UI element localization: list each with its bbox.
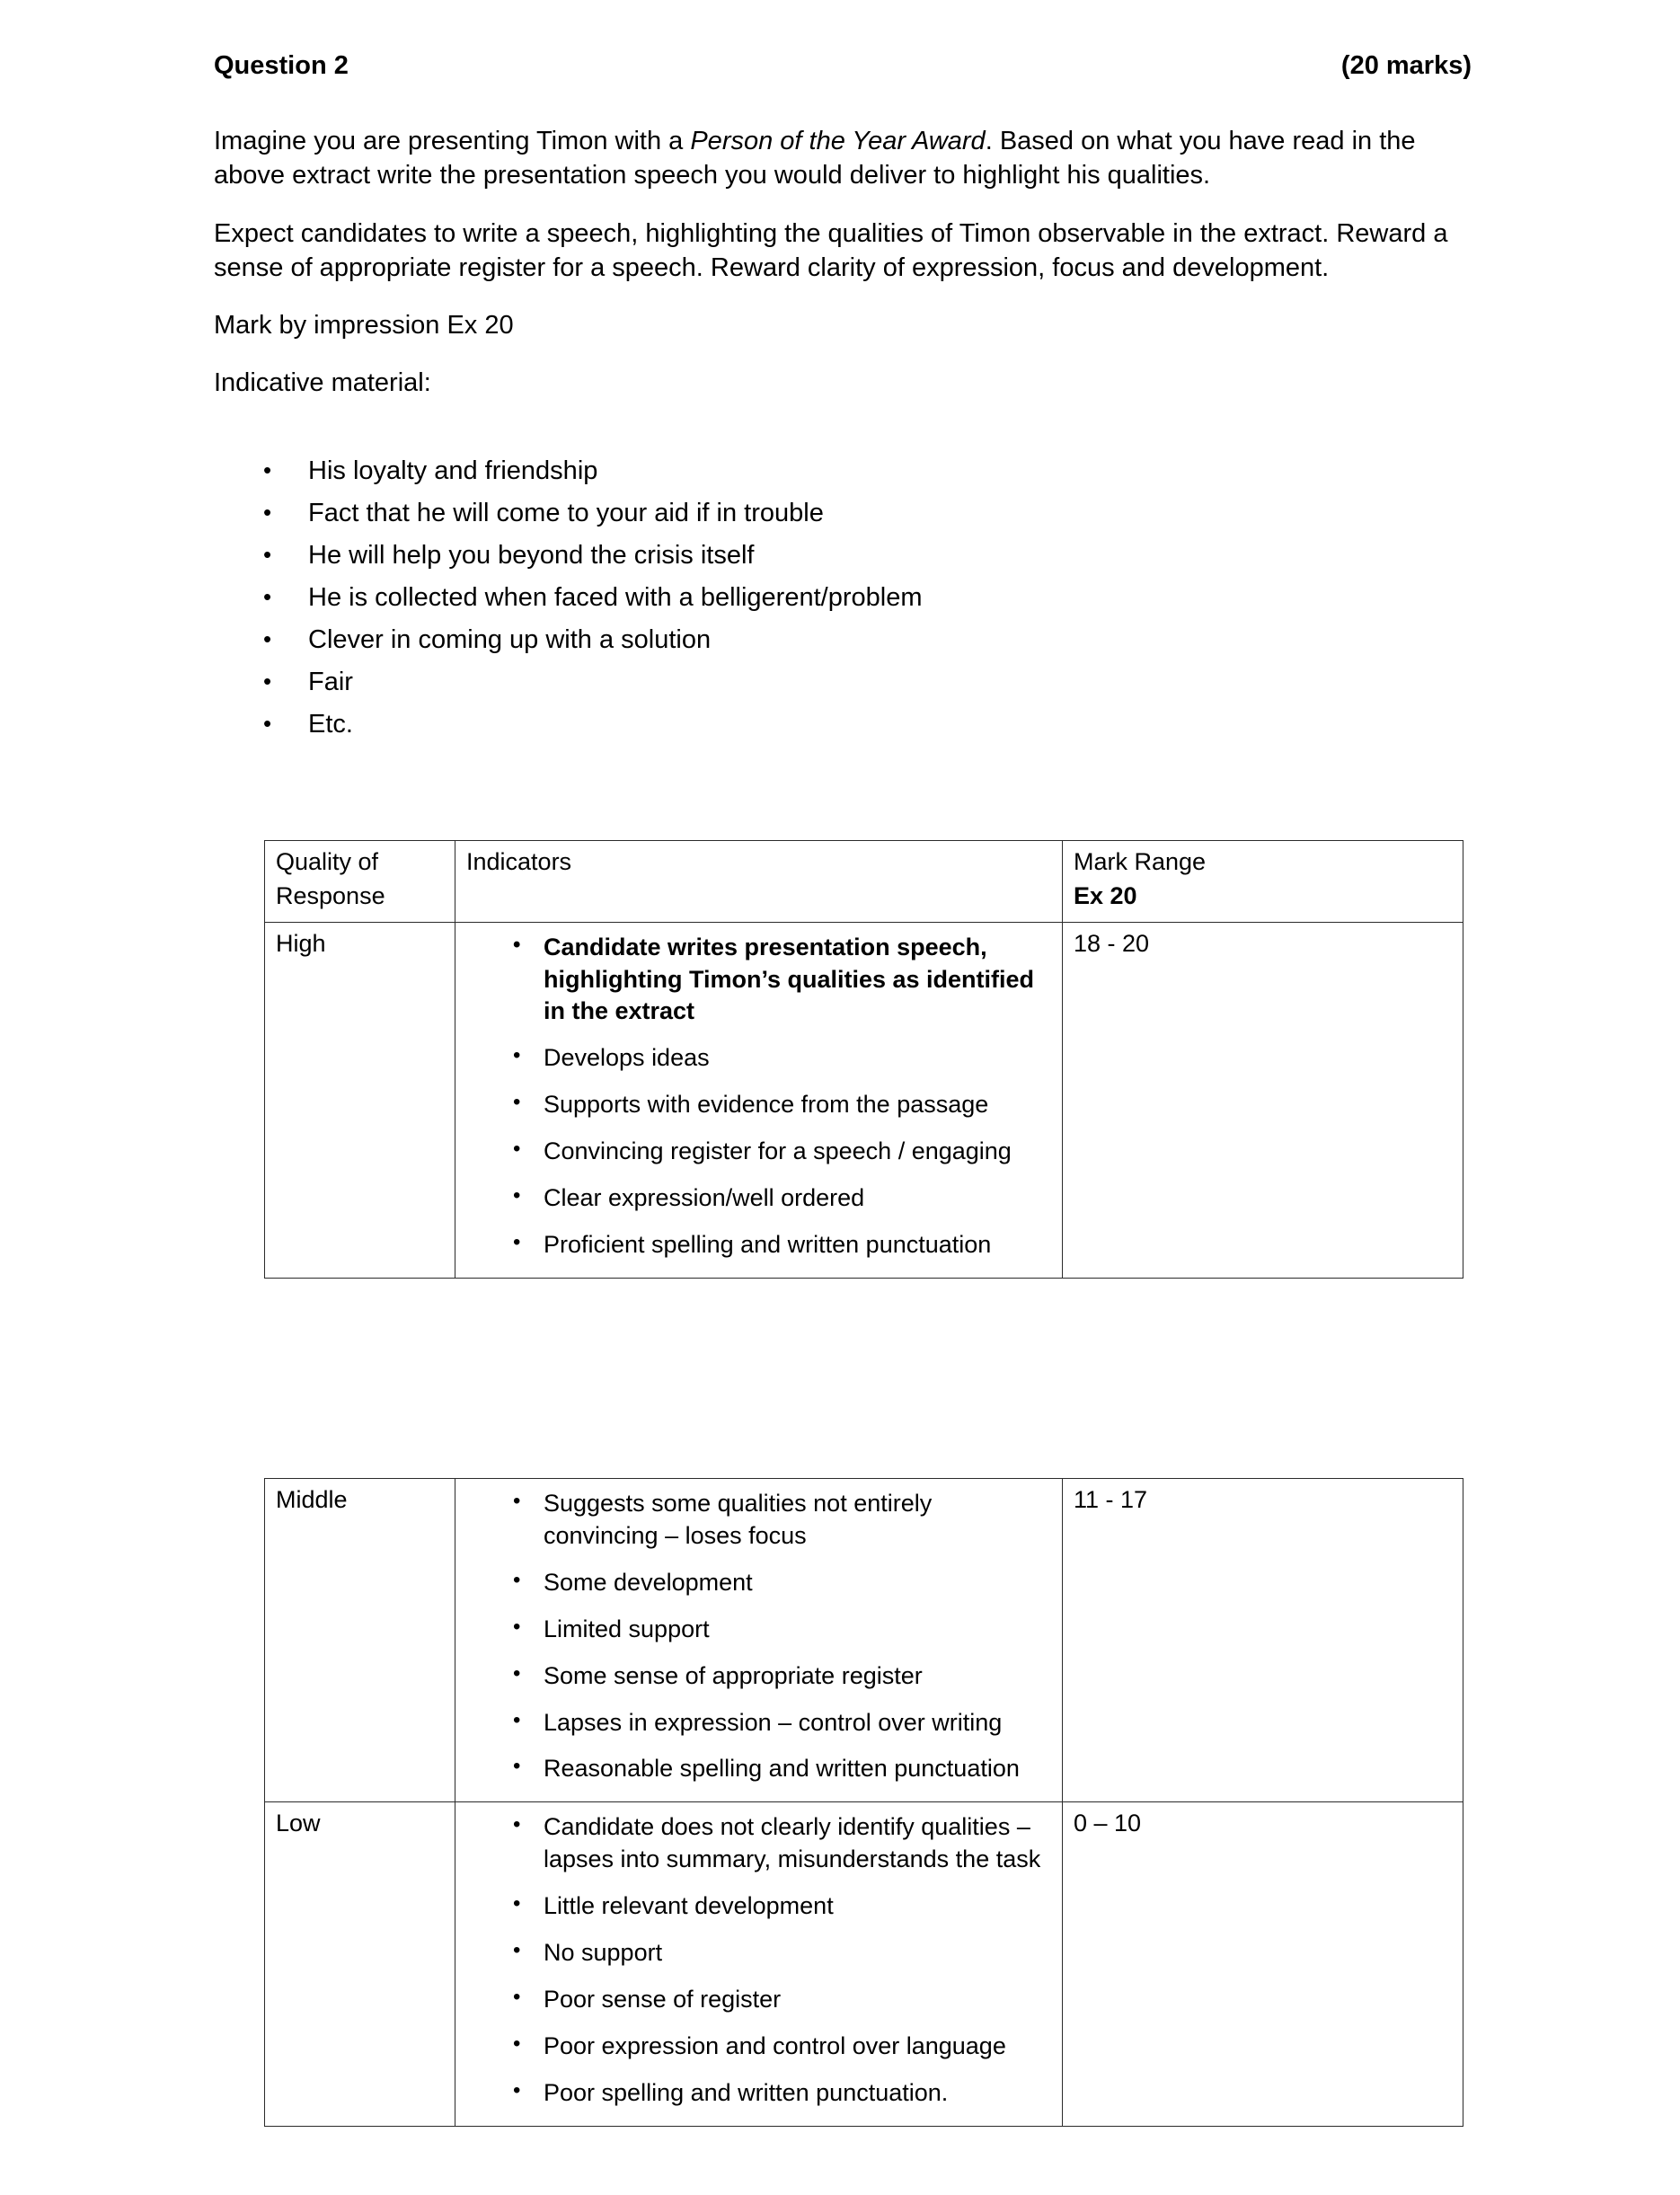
cell-indicators-high — [455, 922, 1063, 1278]
indicator-list-high — [466, 932, 1051, 1261]
header-mark-range-line1: Mark Range — [1074, 848, 1207, 875]
list-item — [214, 500, 1472, 527]
bullet-icon: • — [513, 1660, 521, 1686]
bullet-icon: • — [513, 1754, 521, 1779]
list-item — [466, 1707, 1051, 1739]
bullet-icon: • — [513, 1891, 521, 1916]
marks-label: (20 marks) — [1340, 51, 1472, 80]
list-item-label: Lapses in expression – control over writing — [544, 1708, 1003, 1736]
list-item — [214, 585, 1472, 611]
header-quality — [265, 841, 455, 923]
list-item-label: Fact that he will come to your aid if in trouble — [308, 499, 824, 527]
cell-mark-range-middle: 11 - 17 — [1063, 1479, 1463, 1802]
bullet-icon: • — [263, 583, 272, 610]
list-item — [466, 1811, 1051, 1876]
list-item — [466, 1567, 1051, 1599]
bullet-icon: • — [513, 1567, 521, 1592]
cell-indicators-low — [455, 1802, 1063, 2126]
table-header-row — [265, 841, 1463, 923]
list-item — [466, 1089, 1051, 1121]
list-item — [466, 1136, 1051, 1168]
rubric-table-high — [264, 840, 1463, 1279]
paragraph-mark-impression: Mark by impression Ex 20 — [214, 311, 514, 341]
list-item-label: Candidate writes presentation speech, highlighting Timon’s qualities as identified in the extract — [544, 933, 1035, 1025]
list-item-label: Etc. — [308, 710, 353, 739]
list-item-label: Poor expression and control over language — [544, 2031, 1006, 2059]
list-item-label: Poor spelling and written punctuation. — [544, 2078, 949, 2106]
list-item — [466, 1042, 1051, 1075]
paragraph-task-pre: Imagine you are presenting Timon with a — [214, 127, 691, 155]
indicator-list-middle — [466, 1488, 1051, 1785]
list-item-label: His loyalty and friendship — [308, 456, 598, 485]
header-quality-line2: Response — [276, 881, 385, 909]
table-row — [265, 922, 1463, 1278]
paragraph-expectation: Expect candidates to write a speech, highlighting the qualities of Timon observable in the extract. Reward a sense of appropriate register for a speech. Reward clarity of expression, focus and development. — [214, 218, 1448, 282]
header-mark-range — [1063, 841, 1463, 923]
bullet-icon: • — [263, 668, 272, 695]
list-item-label: Little relevant development — [544, 1892, 834, 1920]
bullet-icon: • — [513, 1090, 521, 1115]
list-item — [466, 1229, 1051, 1261]
cell-quality-low: Low — [265, 1802, 455, 2126]
list-item-label: Some development — [544, 1568, 753, 1596]
list-item-label: Clear expression/well ordered — [544, 1184, 865, 1212]
list-item-label: Convincing register for a speech / engaging — [544, 1137, 1012, 1165]
list-item — [466, 2077, 1051, 2110]
bullet-icon: • — [263, 710, 272, 737]
cell-mark-range-low: 0 – 10 — [1063, 1802, 1463, 2126]
list-item-label: Fair — [308, 668, 353, 696]
list-item-label: Suggests some qualities not entirely convincing – loses focus — [544, 1490, 933, 1549]
bullet-icon: • — [513, 1707, 521, 1732]
list-item — [214, 543, 1472, 569]
header-mark-range-line2: Ex 20 — [1074, 881, 1137, 909]
list-item — [466, 1937, 1051, 1969]
bullet-icon: • — [513, 2031, 521, 2056]
question-header — [214, 49, 1472, 82]
cell-indicators-middle — [455, 1479, 1063, 1802]
paragraph-task-post: . Based on what you have read in the above extract write the presentation speech you would deliver to highlight his qualities. — [214, 127, 1416, 190]
list-item-label: Reasonable spelling and written punctuation — [544, 1755, 1020, 1783]
cell-quality-high: High — [265, 922, 455, 1278]
list-item-label: Poor sense of register — [544, 1985, 782, 2013]
table-row — [265, 1802, 1463, 2126]
header-indicators: Indicators — [455, 841, 1063, 923]
list-item — [214, 627, 1472, 653]
list-item — [214, 458, 1472, 484]
paragraph-indicative-heading: Indicative material: — [214, 368, 431, 398]
list-item — [214, 712, 1472, 738]
list-item — [466, 1753, 1051, 1785]
bullet-icon: • — [513, 1183, 521, 1208]
list-item — [466, 932, 1051, 1029]
intro-paragraphs — [214, 124, 1472, 424]
list-item-label: Some sense of appropriate register — [544, 1661, 923, 1689]
rubric-table-middle-low — [264, 1478, 1463, 2127]
bullet-icon: • — [513, 1938, 521, 1963]
bullet-icon: • — [263, 499, 272, 526]
list-item-label: Supports with evidence from the passage — [544, 1091, 989, 1119]
header-quality-line1: Quality of — [276, 848, 379, 875]
list-item — [466, 1488, 1051, 1553]
bullet-icon: • — [513, 1229, 521, 1254]
bullet-icon: • — [513, 1137, 521, 1162]
cell-quality-middle: Middle — [265, 1479, 455, 1802]
bullet-icon: • — [513, 2077, 521, 2102]
bullet-icon: • — [513, 1043, 521, 1068]
bullet-icon: • — [513, 1614, 521, 1639]
list-item — [466, 1984, 1051, 2016]
table-row — [265, 1479, 1463, 1802]
list-item — [214, 669, 1472, 695]
list-item — [466, 1614, 1051, 1646]
indicative-material-list — [214, 458, 1472, 754]
bullet-icon: • — [513, 1984, 521, 2009]
list-item-label: Develops ideas — [544, 1044, 710, 1072]
bullet-icon: • — [263, 541, 272, 568]
list-item-label: Limited support — [544, 1615, 710, 1642]
list-item — [466, 1660, 1051, 1693]
bullet-icon: • — [513, 1812, 521, 1837]
list-item-label: No support — [544, 1939, 663, 1967]
list-item-label: He is collected when faced with a belligerent/problem — [308, 583, 923, 612]
page-title: Question 2 — [214, 51, 349, 80]
award-title: Person of the Year Award — [690, 127, 986, 155]
list-item-label: Candidate does not clearly identify qualities – lapses into summary, misunderstands the task — [544, 1813, 1041, 1873]
paragraph-task — [214, 124, 1472, 193]
list-item-label: Clever in coming up with a solution — [308, 625, 712, 654]
bullet-icon: • — [513, 1489, 521, 1513]
list-item — [466, 1182, 1051, 1215]
bullet-icon: • — [513, 932, 521, 957]
list-item — [466, 1890, 1051, 1923]
list-item-label: He will help you beyond the crisis itself — [308, 541, 755, 570]
indicator-list-low — [466, 1811, 1051, 2109]
bullet-icon: • — [263, 625, 272, 652]
bullet-icon: • — [263, 456, 272, 483]
list-item — [466, 2031, 1051, 2063]
list-item-label: Proficient spelling and written punctuation — [544, 1230, 992, 1258]
cell-mark-range-high: 18 - 20 — [1063, 922, 1463, 1278]
